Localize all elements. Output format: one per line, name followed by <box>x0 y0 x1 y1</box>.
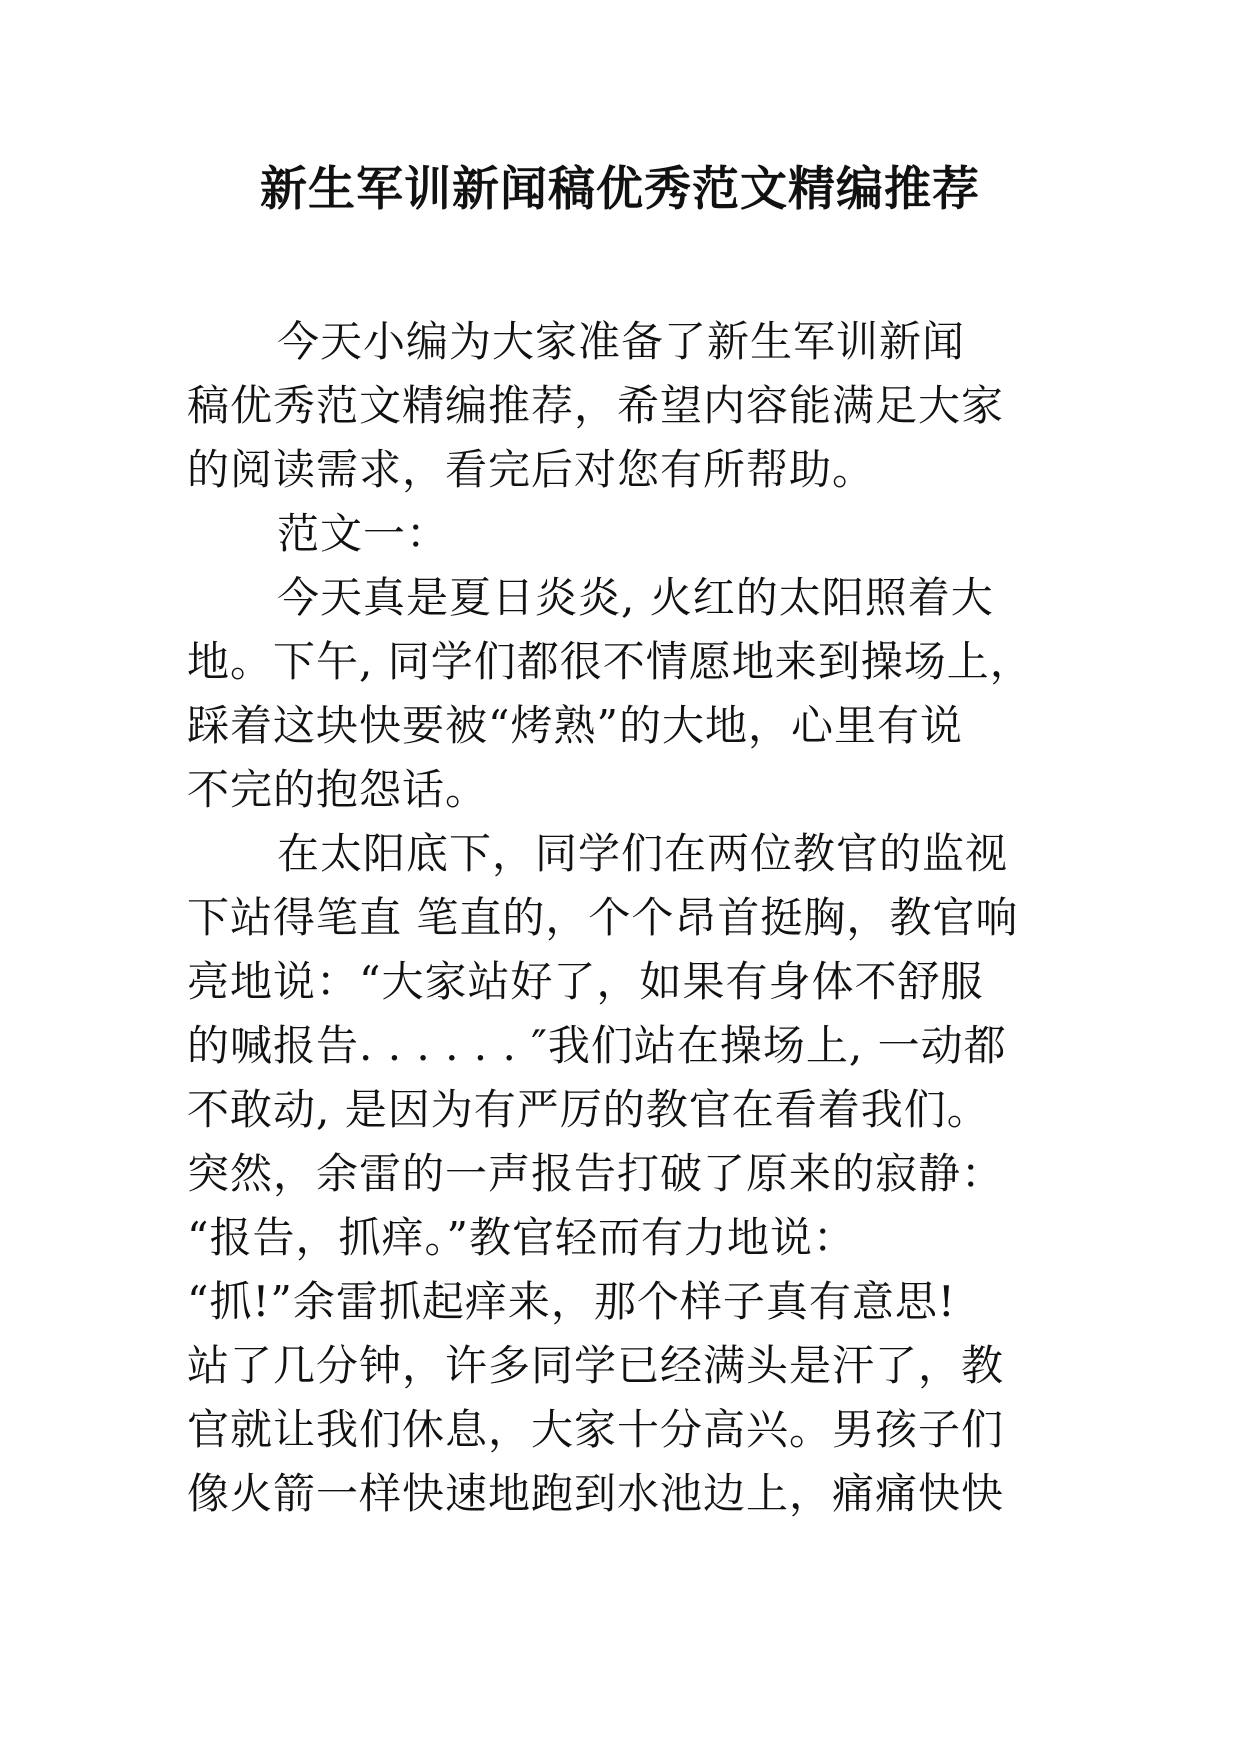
paragraph-line: 亮地说：“大家站好了，如果有身体不舒服 <box>187 957 984 1006</box>
paragraph-line: 不敢动, 是因为有严厉的教官在看着我们。 <box>187 1085 990 1134</box>
paragraph-line: “报告，抓痒。”教官轻而有力地说： <box>187 1213 856 1262</box>
section-heading: 范文一： <box>277 509 450 558</box>
paragraph-line: 突然，余雷的一声报告打破了原来的寂静： <box>187 1149 1005 1198</box>
document-body <box>187 310 1087 1526</box>
paragraph-line: 地。下午, 同学们都很不情愿地来到操场上， <box>187 637 1033 686</box>
paragraph-line: 今天小编为大家准备了新生军训新闻 <box>277 317 966 366</box>
paragraph-line: 不完的抱怨话。 <box>187 765 489 814</box>
paragraph-line: 像火箭一样快速地跑到水池边上，痛痛快快 <box>187 1469 1005 1518</box>
paragraph-line: “抓!”余雷抓起痒来，那个样子真有意思! <box>187 1277 956 1326</box>
paragraph-line: 踩着这块快要被“烤熟”的大地，心里有说 <box>187 701 963 750</box>
paragraph-line: 下站得笔直 笔直的，个个昂首挺胸，教官响 <box>187 893 1019 942</box>
paragraph-line: 的喊报告. . . . . . ″我们站在操场上, 一动都 <box>187 1021 1007 1070</box>
paragraph-line: 今天真是夏日炎炎, 火红的太阳照着大 <box>277 573 994 622</box>
paragraph-line: 稿优秀范文精编推荐，希望内容能满足大家 <box>187 381 1005 430</box>
paragraph-line: 的阅读需求，看完后对您有所帮助。 <box>187 445 876 494</box>
document-title: 新生军训新闻稿优秀范文精编推荐 <box>260 162 980 217</box>
paragraph-line: 官就让我们休息，大家十分高兴。男孩子们 <box>187 1405 1005 1454</box>
paragraph-line: 站了几分钟，许多同学已经满头是汗了，教 <box>187 1341 1005 1390</box>
paragraph-line: 在太阳底下，同学们在两位教官的监视 <box>277 829 1009 878</box>
